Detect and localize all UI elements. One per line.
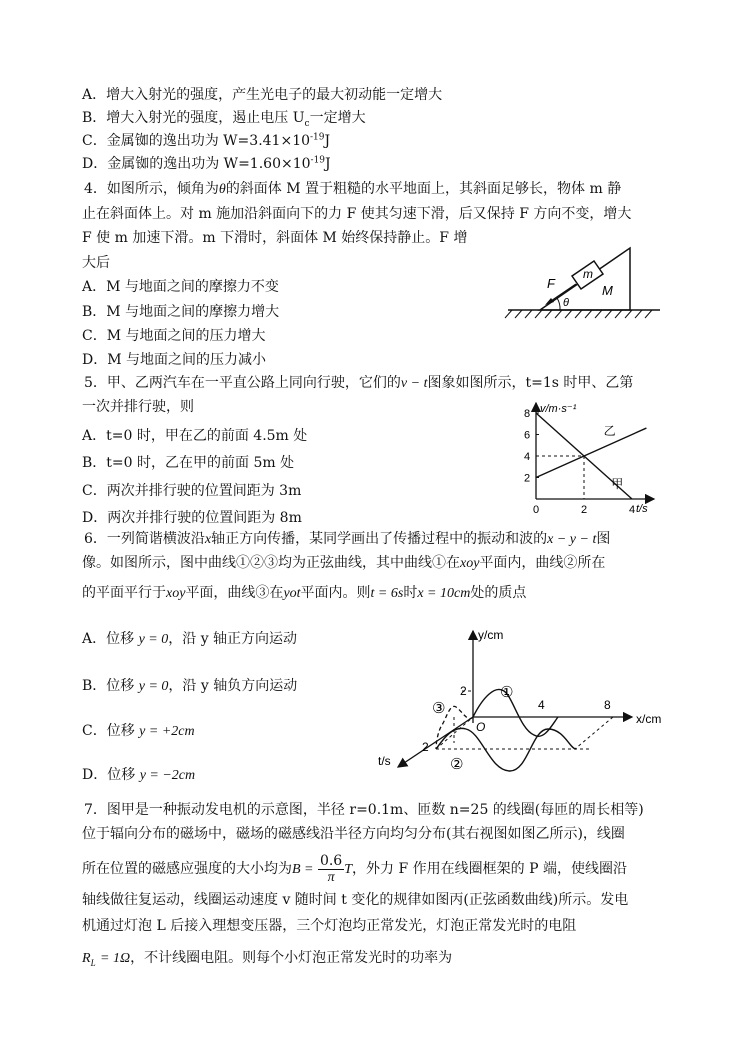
q5-option-b: B．t=0 时，乙在甲的前面 5m 处	[82, 455, 295, 471]
q4-option-a: A．M 与地面之间的摩擦力不变	[82, 279, 279, 295]
vt-xtick-2: 4	[629, 504, 636, 516]
vt-ytick-3: 8	[524, 408, 531, 420]
vt-ytick-1: 4	[524, 451, 531, 463]
q5-stem-line2: 一次并排行驶，则	[82, 399, 194, 415]
q4-stem-line3: F 使 m 加速下滑。m 下滑时，斜面体 M 始终保持静止。F 增	[82, 230, 468, 246]
wave-x-label: x/cm	[636, 712, 662, 726]
q6-option-d: D．位移 y = −2cm	[82, 767, 196, 783]
q4-stem-line1: 4．如图所示，倾角为θ的斜面体 M 置于粗糙的水平地面上，其斜面足够长，物体 m 静	[84, 181, 622, 197]
vt-ytick-2: 6	[524, 429, 531, 442]
wave-t-label: t/s	[378, 754, 391, 768]
q7-stem-line3: 所在位置的磁感应强度的大小均为B = $\frac{0.6}{\pi}$ T，外力 F 作用在线圈框架的 P 端，使线圈沿	[82, 852, 627, 885]
q7-stem-line2: 位于辐向分布的磁场中，磁场的磁感线沿半径方向均匀分布(其右视图如图乙所示)，线圈	[82, 826, 625, 842]
q6-stem-line1: 6．一列简谐横波沿x轴正方向传播，某同学画出了传播过程中的振动和波的x − y − t图	[84, 531, 611, 547]
vt-y-label: v/m·s⁻¹	[540, 403, 577, 415]
label-m: m	[583, 267, 593, 281]
q6-stem-line3: 的平面平行于xoy平面，曲线③在yot平面内。则t = 6s时x = 10cm处的质点	[82, 585, 527, 601]
q6-stem-line2: 像。如图所示，图中曲线①②③均为正弦曲线，其中曲线①在xoy平面内，曲线②所在	[82, 555, 606, 571]
q7-stem-line4: 轴线做往复运动，线圈运动速度 v 随时间 t 变化的规律如图丙(正弦函数曲线)所示。发电	[82, 892, 629, 908]
q7-stem-line1: 7．图甲是一种振动发电机的示意图，半径 r=0.1m、匝数 n=25 的线圈(每匝的周长相等)	[84, 802, 644, 818]
vt-xtick-0: 0	[533, 504, 540, 516]
q7-stem-line6: $R_L = 1\Omega$，不计线圈电阻。则每个小灯泡正常发光时的功率为	[82, 950, 453, 968]
q3-option-a: A．增大入射光的强度，产生光电子的最大初动能一定增大	[82, 87, 443, 103]
vt-series-label-1: 甲	[611, 476, 624, 491]
wave-figure	[370, 625, 675, 775]
label-theta: θ	[563, 297, 569, 309]
wave-origin: O	[476, 720, 486, 734]
q3-option-d: D．金属铷的逸出功为 $W=1.60\times 10^{-19}J$	[82, 155, 331, 172]
q3-option-c: C．金属铷的逸出功为 $W=3.41\times 10^{-19}J$	[82, 132, 331, 149]
wave-tick-t2: 2	[422, 740, 429, 754]
label-M: M	[602, 283, 613, 298]
q4-stem-line4: 大后	[82, 255, 110, 271]
q5-option-a: A．t=0 时，甲在乙的前面 4.5m 处	[82, 428, 308, 444]
wave-tick-y2: 2	[460, 684, 467, 698]
q6-option-c: C．位移 y = +2cm	[82, 723, 195, 739]
q3-option-b: B．增大入射光的强度，遏止电压 $U_c$一定增大	[82, 110, 366, 129]
q6-option-a: A．位移 y = 0，沿 y 轴正方向运动	[82, 631, 298, 647]
q7-stem-line5: 机通过灯泡 L 后接入理想变压器，三个灯泡均正常发光，灯泡正常发光时的电阻	[82, 918, 577, 934]
vt-series-label-0: 乙	[603, 423, 616, 438]
q5-option-d: D．两次并排行驶的位置间距为 8m	[82, 510, 302, 526]
wave-label-c1: ①	[500, 684, 514, 701]
wave-tick-x4: 4	[538, 698, 545, 712]
wave-label-c3: ③	[432, 700, 446, 717]
vt-xtick-1: 2	[581, 504, 588, 516]
b-fraction: $\frac{0.6}{\pi}$	[319, 852, 343, 885]
label-F: F	[547, 276, 555, 291]
q5-option-c: C．两次并排行驶的位置间距为 3m	[82, 483, 302, 499]
wave-y-label: y/cm	[478, 628, 504, 642]
q4-option-b: B．M 与地面之间的摩擦力增大	[82, 304, 280, 320]
vt-ytick-0: 2	[524, 472, 531, 485]
vt-x-label: t/s	[636, 503, 648, 515]
q4-stem-line2: 止在斜面体上。对 m 施加沿斜面向下的力 F 使其匀速下滑，后又保持 F 方向不变，增大	[82, 206, 632, 222]
q6-option-b: B．位移 y = 0，沿 y 轴负方向运动	[82, 678, 298, 694]
incline-figure	[500, 240, 665, 325]
wave-label-c2: ②	[450, 756, 464, 773]
q4-option-d: D．M 与地面之间的压力减小	[82, 352, 267, 368]
q5-stem-line1: 5．甲、乙两汽车在一平直公路上同向行驶，它们的v − t图象如图所示，t=1s 时甲、乙第	[84, 375, 634, 391]
q4-option-c: C．M 与地面之间的压力增大	[82, 328, 266, 344]
wave-tick-x8: 8	[604, 698, 611, 712]
vt-chart	[506, 395, 666, 520]
vt-series-0	[536, 428, 646, 477]
